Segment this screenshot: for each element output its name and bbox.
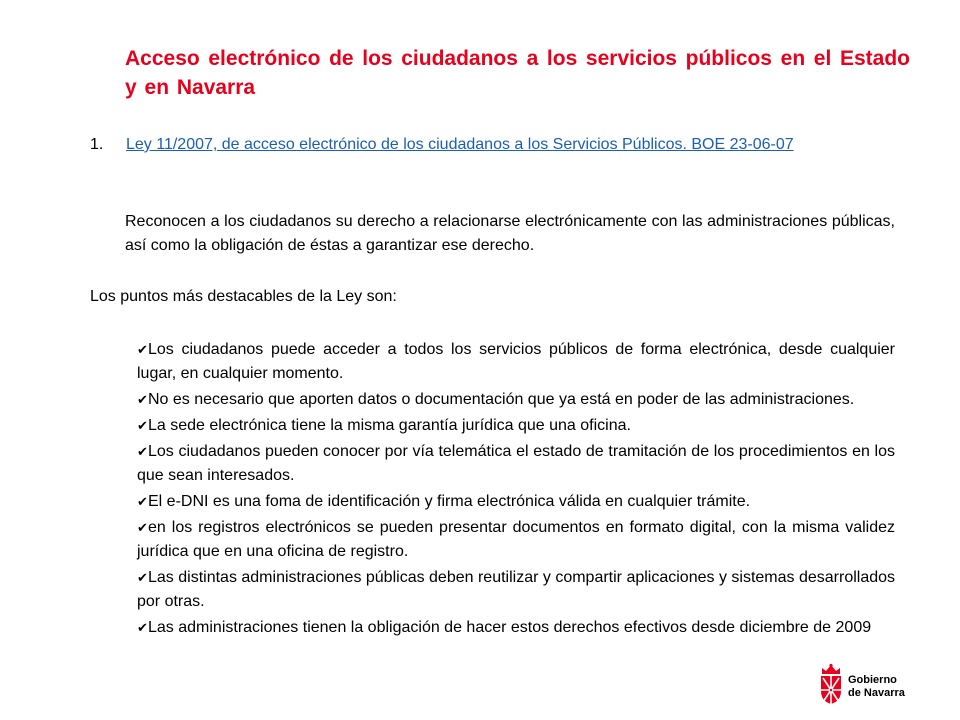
list-item xyxy=(137,566,895,614)
list-item xyxy=(137,388,895,412)
logo-line-1: Gobierno xyxy=(848,674,897,686)
page-title: Acceso electrónico de los ciudadanos a los servicios públicos en el Estado y en Navarra xyxy=(125,47,910,99)
checkmark-icon: ✔ xyxy=(137,418,148,433)
list-item xyxy=(137,440,895,488)
list-item xyxy=(137,616,895,640)
checkmark-icon: ✔ xyxy=(137,620,148,635)
logo-text xyxy=(848,674,905,700)
checkmark-icon: ✔ xyxy=(137,520,148,535)
law-link[interactable]: Ley 11/2007, de acceso electrónico de los ciudadanos a los Servicios Públicos. BOE 23-06-07 xyxy=(126,136,794,153)
list-item xyxy=(137,490,895,514)
checkmark-icon: ✔ xyxy=(137,342,148,357)
law-item-number: 1. xyxy=(90,136,104,153)
points-intro: Los puntos más destacables de la Ley son: xyxy=(90,288,397,305)
point-text: Las administraciones tienen la obligación de hacer estos derechos efectivos desde diciembre de 2009 xyxy=(148,619,872,636)
list-item xyxy=(137,414,895,438)
point-text: El e-DNI es una foma de identificación y firma electrónica válida en cualquier trámite. xyxy=(148,493,751,510)
navarra-coat-of-arms-icon xyxy=(818,663,844,705)
checkmark-icon: ✔ xyxy=(137,392,148,407)
gobierno-navarra-logo xyxy=(818,663,928,707)
point-text: No es necesario que aporten datos o documentación que ya está en poder de las administraciones. xyxy=(148,391,855,408)
key-points-list xyxy=(137,338,895,642)
law-description: Reconocen a los ciudadanos su derecho a relacionarse electrónicamente con las administraciones públicas, así como la obligación de éstas a garantizar ese derecho. xyxy=(125,213,895,254)
point-text: Los ciudadanos puede acceder a todos los servicios públicos de forma electrónica, desde cualquier lugar, en cualquier momento. xyxy=(137,341,895,382)
point-text: La sede electrónica tiene la misma garantía jurídica que una oficina. xyxy=(148,417,631,434)
list-item xyxy=(137,516,895,564)
point-text: Las distintas administraciones públicas deben reutilizar y compartir aplicaciones y sistemas desarrollados por otras. xyxy=(137,569,896,610)
logo-line-2: de Navarra xyxy=(848,687,905,699)
point-text: en los registros electrónicos se pueden presentar documentos en formato digital, con la misma validez jurídica que en una oficina de registro. xyxy=(137,519,895,560)
checkmark-icon: ✔ xyxy=(137,570,148,585)
checkmark-icon: ✔ xyxy=(137,494,148,509)
checkmark-icon: ✔ xyxy=(137,444,148,459)
list-item xyxy=(137,338,895,386)
point-text: Los ciudadanos pueden conocer por vía telemática el estado de tramitación de los procedimientos en los que sean interesados. xyxy=(137,443,895,484)
